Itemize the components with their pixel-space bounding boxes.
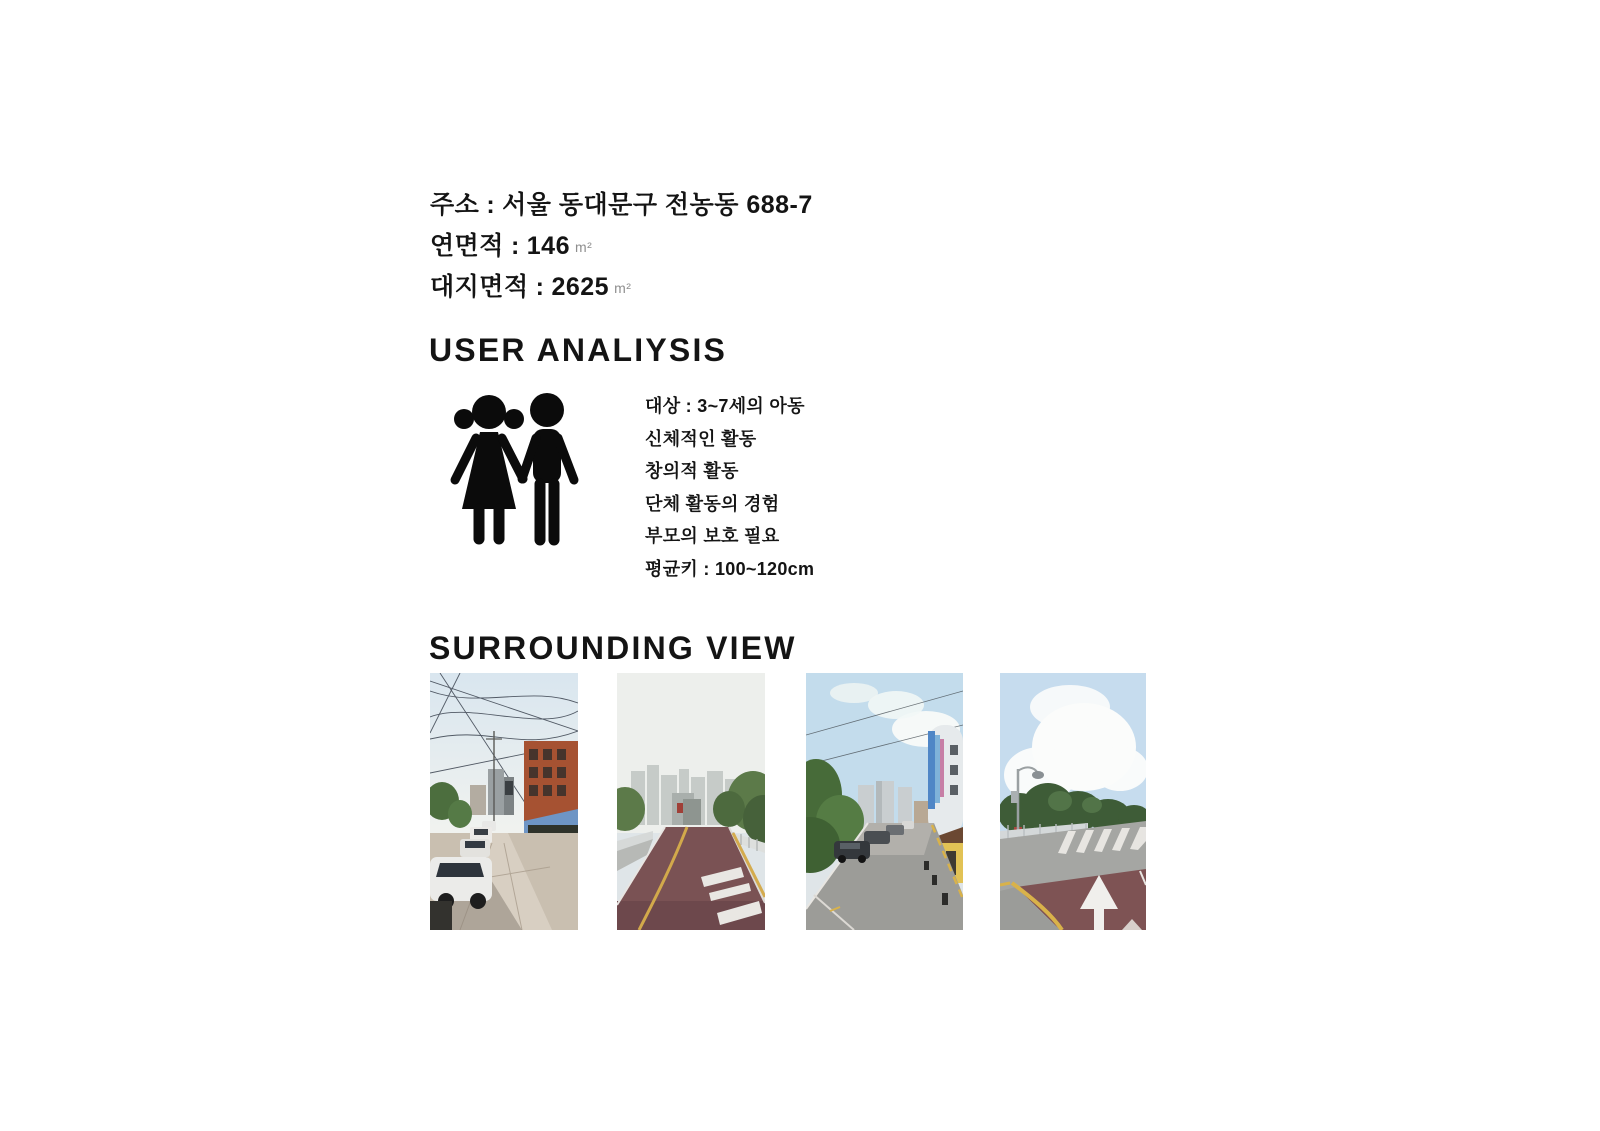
list-item: 신체적인 활동 bbox=[645, 428, 757, 449]
floor-area-value: 146 bbox=[526, 232, 570, 260]
site-area-label: 대지면적 bbox=[430, 273, 529, 301]
floor-area-line bbox=[430, 226, 592, 262]
floor-area-unit: m² bbox=[575, 239, 593, 255]
surrounding-view-heading: SURROUNDING VIEW bbox=[429, 630, 797, 666]
surrounding-photo-3 bbox=[806, 673, 963, 930]
address-line bbox=[430, 185, 818, 221]
address-value: 서울 동대문구 전농동 688-7 bbox=[502, 191, 813, 219]
list-item: 창의적 활동 bbox=[645, 461, 739, 482]
surrounding-photo-4 bbox=[1000, 673, 1146, 930]
separator: : bbox=[535, 273, 545, 301]
site-area-unit: m² bbox=[614, 280, 632, 296]
user-analysis-heading: USER ANALIYSIS bbox=[429, 332, 728, 368]
separator: : bbox=[510, 232, 520, 260]
list-item: 부모의 보호 필요 bbox=[645, 526, 780, 547]
address-label: 주소 bbox=[430, 191, 480, 219]
list-item: 대상 : 3~7세의 아동 bbox=[645, 396, 805, 416]
user-analysis-list bbox=[645, 390, 814, 586]
surrounding-photo-1 bbox=[430, 673, 578, 930]
list-item: 단체 활동의 경험 bbox=[645, 493, 780, 514]
surrounding-photo-2 bbox=[617, 673, 765, 930]
list-item: 평균키 : 100~120cm bbox=[645, 558, 815, 579]
children-holding-hands-icon bbox=[443, 388, 583, 558]
separator: : bbox=[486, 191, 496, 219]
site-area-line bbox=[430, 267, 631, 303]
floor-area-label: 연면적 bbox=[430, 232, 504, 260]
site-area-value: 2625 bbox=[551, 273, 610, 301]
